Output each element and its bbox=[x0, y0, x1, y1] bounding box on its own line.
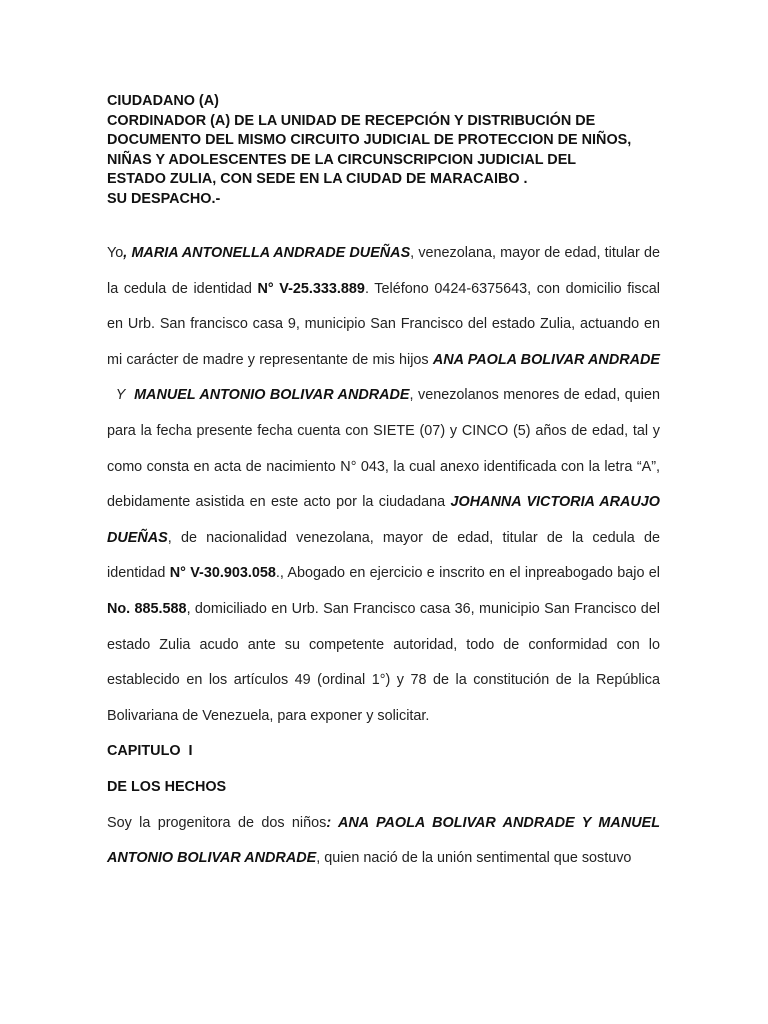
text-run: , de nacionalidad venezolana, mayor de edad, titular de la cedula de identidad bbox=[107, 529, 660, 582]
addressee-line: ESTADO ZULIA, CON SEDE EN LA CIUDAD DE MARACAIBO . bbox=[107, 171, 528, 187]
addressee-line: CORDINADOR (A) DE LA UNIDAD DE RECEPCIÓN Y DISTRIBUCIÓN DE bbox=[107, 112, 596, 129]
lawyer-name: JOHANNA VICTORIA ARAUJO DUEÑAS bbox=[107, 494, 660, 546]
chapter-subtitle: DE LOS HECHOS bbox=[107, 778, 227, 795]
child-name: MANUEL ANTONIO BOLIVAR ANDRADE bbox=[134, 387, 410, 404]
child-name: ANA PAOLA BOLIVAR ANDRADE bbox=[432, 351, 660, 368]
text-run: Yo bbox=[107, 245, 124, 261]
petitioner-cedula: N° V-25.333.889 bbox=[257, 280, 365, 297]
petitioner-name: , MARIA ANTONELLA ANDRADE DUEÑAS bbox=[123, 245, 411, 261]
chapter-title: CAPITULO I bbox=[107, 743, 193, 760]
addressee-line: DOCUMENTO DEL MISMO CIRCUITO JUDICIAL DE PROTECCION DE NIÑOS, bbox=[107, 132, 632, 148]
addressee-header bbox=[107, 92, 667, 209]
text-run: . Teléfono 0424-6375643, con domicilio fiscal en Urb. San francisco casa 9, municipio San Francisco del estado Zulia, actuando en mi carácter de madre y representante de mis hijos bbox=[107, 280, 661, 368]
text-run: , venezolanos menores de edad, quien para la fecha presente fecha cuenta con SIETE (07) y CINCO (5) años de edad, tal y como consta en acta de nacimiento N° 043, la cual anexo identificada con la letra “A”, debidamente asistida en este acto por la ciudadana bbox=[107, 387, 661, 511]
children-names: : ANA PAOLA BOLIVAR ANDRADE Y MANUEL ANTONIO BOLIVAR ANDRADE bbox=[107, 814, 660, 867]
text-run: ., Abogado en ejercicio e inscrito en el inpreabogado bajo el bbox=[275, 565, 660, 582]
text-run: , quien nació de la unión sentimental que sostuvo bbox=[316, 850, 632, 867]
addressee-line: SU DESPACHO.- bbox=[107, 190, 221, 207]
text-run: , venezolana, mayor de edad, titular de la cedula de identidad bbox=[107, 245, 660, 297]
facts-paragraph bbox=[107, 806, 660, 877]
inpreabogado-number: No. 885.588 bbox=[107, 600, 187, 617]
intro-paragraph bbox=[107, 236, 660, 734]
document-body bbox=[107, 236, 660, 877]
addressee-line: NIÑAS Y ADOLESCENTES DE LA CIRCUNSCRIPCION JUDICIAL DEL bbox=[107, 151, 577, 168]
text-run: , domiciliado en Urb. San Francisco casa 36, municipio San Francisco del estado Zulia acudo ante su competente autoridad, todo de conformidad con lo establecido en los artículos 49 (ordinal 1°) y 78 de la constitución de la República Bolivariana de Venezuela, para exponer y solicitar. bbox=[107, 600, 661, 724]
text-run: Soy la progenitora de dos niños bbox=[107, 814, 327, 831]
addressee-line: CIUDADANO (A) bbox=[107, 93, 219, 109]
lawyer-cedula: N° V-30.903.058 bbox=[169, 565, 276, 582]
conjunction: Y bbox=[107, 387, 135, 404]
